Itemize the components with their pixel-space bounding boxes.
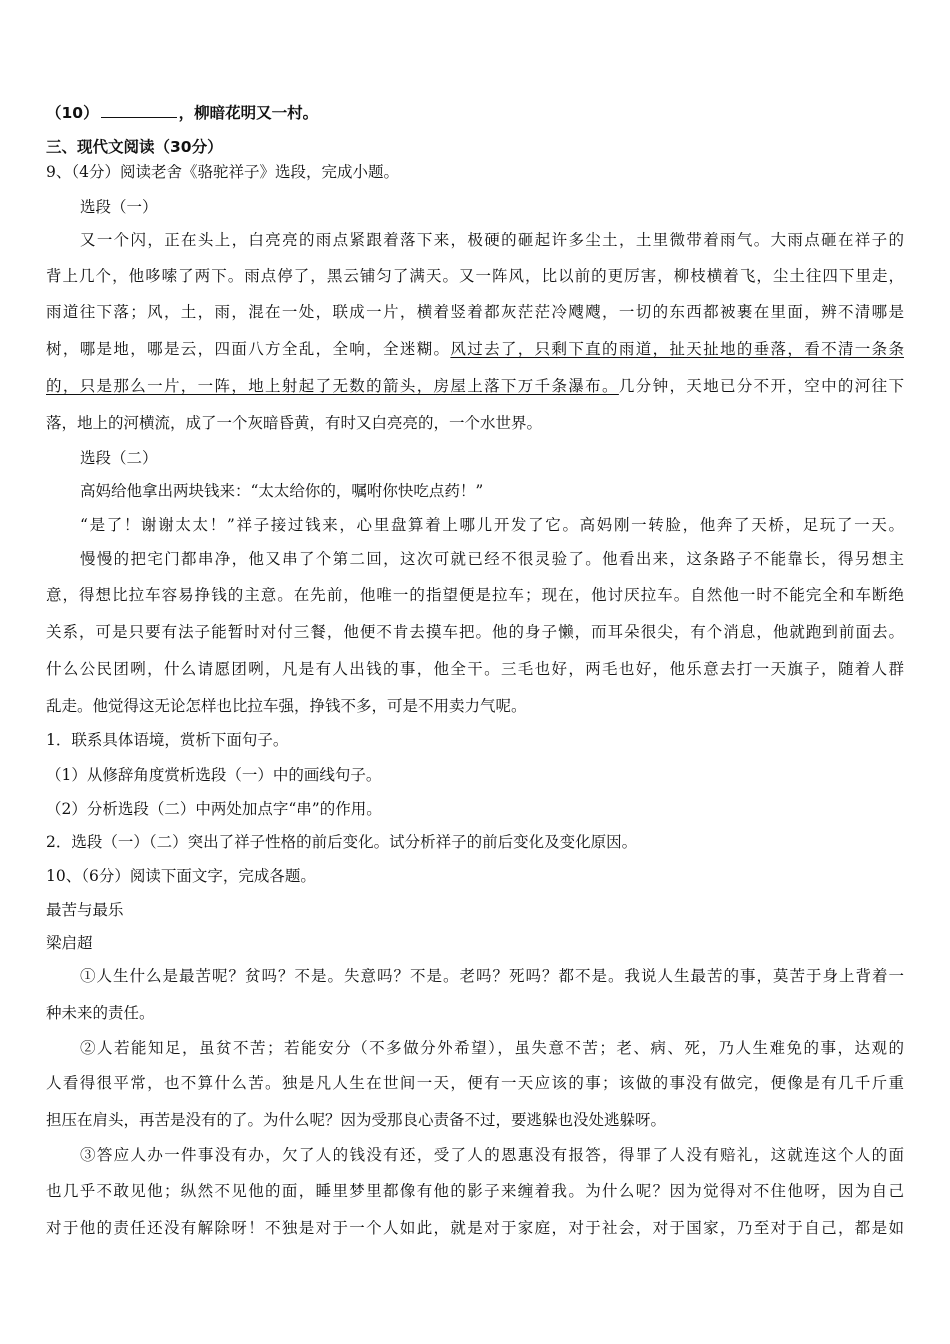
- underlined-sentence: 风过去了，只剩下直的雨道，扯天扯地的垂落，看不清一条条: [450, 340, 904, 358]
- q9-p2-line: 慢慢的把宅门都串净，他又串了个第二回，这次可就已经不很灵验了。他看出来，这条路子不能靠长，得另想主: [80, 550, 904, 568]
- article-para-2: ②人若能知足，虽贫不苦；若能安分（不多做分外希望），虽失意不苦；老、病、死，乃人生难免的事，达观的: [80, 1039, 904, 1057]
- article-title: 最苦与最乐: [46, 901, 124, 919]
- q9-p2-line: 高妈给他拿出两块钱来：“太太给你的，嘱咐你快吃点药！”: [80, 482, 484, 500]
- q10-fill-line: [46, 103, 904, 123]
- article-para-3: ③答应人办一件事没有办，欠了人的钱没有还，受了人的恩惠没有报答，得罪了人没有赔礼，这就连这个人的面: [80, 1146, 904, 1164]
- article-author: 梁启超: [46, 934, 93, 952]
- article-para-1: 种未来的责任。: [46, 1004, 155, 1022]
- section-3-heading: 三、现代文阅读（30分）: [46, 138, 223, 156]
- q10-intro: 10、（6分）阅读下面文字，完成各题。: [46, 867, 316, 885]
- article-para-3: 也几乎不敢见他；纵然不见他的面，睡里梦里都像有他的影子来缠着我。为什么呢？因为觉得对不住他呀，因为自己: [46, 1182, 904, 1200]
- answer-blank[interactable]: [101, 103, 177, 118]
- q9-p1-text: 树，哪是地，哪是云，四面八方全乱，全响，全迷糊。: [46, 340, 451, 358]
- article-para-2: 担压在肩头，再苦是没有的了。为什么呢？因为受那良心责备不过，要逃躲也没处逃躲呀。: [46, 1111, 667, 1129]
- q9-p1-line: [46, 339, 904, 359]
- q9-sub-question-1-2: （2）分析选段（二）中两处加点字“串”的作用。: [46, 800, 382, 818]
- q10-line-text: ，柳暗花明又一村。: [178, 104, 319, 122]
- q9-p1-line: 雨道往下落；风，土，雨，混在一处，联成一片，横着竖着都灰茫茫冷飕飕，一切的东西都被裹在里面，辨不清哪是: [46, 303, 904, 321]
- q9-p2-line: 关系，可是只要有法子能暂时对付三餐，他便不肯去摸车把。他的身子懒，而耳朵很尖，有个消息，他就跑到前面去。: [46, 623, 904, 641]
- q9-p1-line: [46, 376, 904, 396]
- q9-passage2-title: 选段（二）: [80, 449, 158, 467]
- q9-sub-question-2: 2．选段（一）（二）突出了祥子性格的前后变化。试分析祥子的前后变化及变化原因。: [46, 833, 638, 851]
- q9-passage1-title: 选段（一）: [80, 198, 158, 216]
- q9-p2-line: 乱走。他觉得这无论怎样也比拉车强，挣钱不多，可是不用卖力气呢。: [46, 697, 527, 715]
- q9-p1-line: 背上几个，他哆嗦了两下。雨点停了，黑云铺匀了满天。又一阵风，比以前的更厉害，柳枝横着飞，尘土往四下里走，: [46, 267, 904, 285]
- article-para-2: 人看得很平常，也不算什么苦。独是凡人生在世间一天，便有一天应该的事；该做的事没有做完，便像是有几千斤重: [46, 1074, 904, 1092]
- q10-number: （10）: [46, 104, 99, 122]
- q9-p2-line: “是了！谢谢太太！”祥子接过钱来，心里盘算着上哪儿开发了它。高妈刚一转脸，他奔了天桥，足玩了一天。: [80, 516, 904, 534]
- q9-p2-line: 意，得想比拉车容易挣钱的主意。在先前，他唯一的指望便是拉车；现在，他讨厌拉车。自然他一时不能完全和车断绝: [46, 586, 904, 604]
- q9-sub-question-1-1: （1）从修辞角度赏析选段（一）中的画线句子。: [46, 766, 382, 784]
- q9-p1-text: 几分钟，天地已分不开，空中的河往下: [618, 377, 904, 395]
- q9-intro: 9、（4分）阅读老舍《骆驼祥子》选段，完成小题。: [46, 163, 399, 181]
- underlined-sentence: 的，只是那么一片，一阵，地上射起了无数的箭头，房屋上落下万千条瀑布。: [46, 377, 619, 395]
- article-para-3: 对于他的责任还没有解除呀！不独是对于一个人如此，就是对于家庭，对于社会，对于国家，乃至对于自己，都是如: [46, 1219, 904, 1237]
- q9-p1-line: 落，地上的河横流，成了一个灰暗昏黄，有时又白亮亮的，一个水世界。: [46, 414, 543, 432]
- q9-p2-line: 什么公民团咧，什么请愿团咧，凡是有人出钱的事，他全干。三毛也好，两毛也好，他乐意去打一天旗子，随着人群: [46, 660, 904, 678]
- q9-p1-line: 又一个闪，正在头上，白亮亮的雨点紧跟着落下来，极硬的砸起许多尘土，土里微带着雨气。大雨点砸在祥子的: [80, 231, 904, 249]
- q9-sub-question-1: 1．联系具体语境，赏析下面句子。: [46, 731, 289, 749]
- article-para-1: ①人生什么是最苦呢？贫吗？不是。失意吗？不是。老吗？死吗？都不是。我说人生最苦的事，莫苦于身上背着一: [80, 967, 904, 985]
